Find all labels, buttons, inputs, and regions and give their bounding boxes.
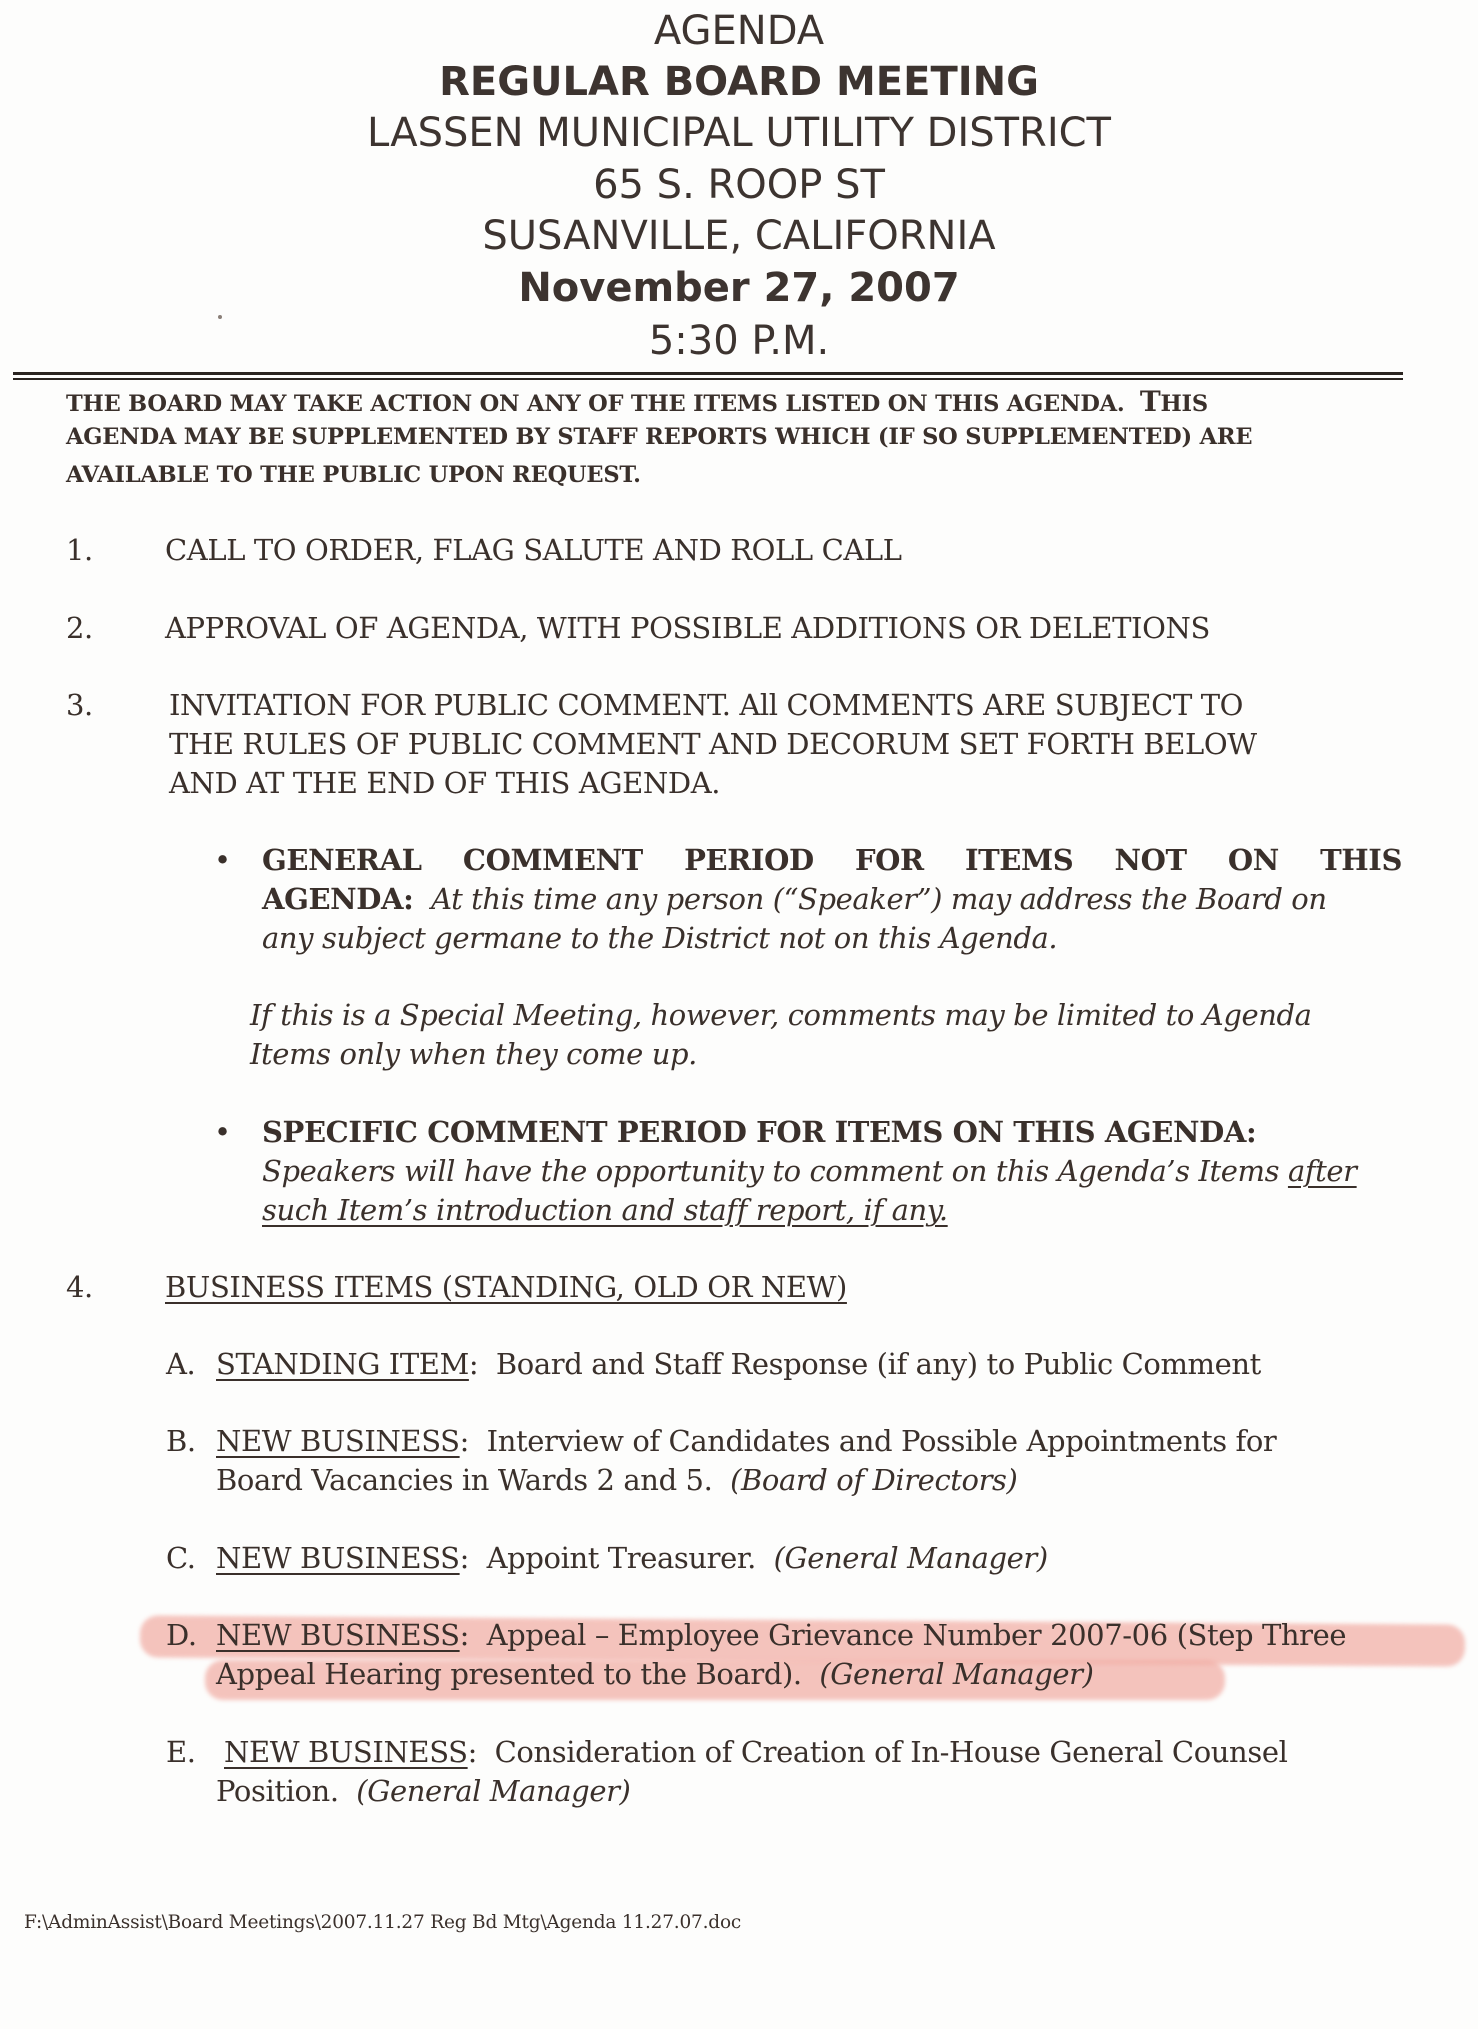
- city-state: SUSANVILLE, CALIFORNIA: [482, 213, 996, 259]
- business-item-b: [216, 1424, 1276, 1458]
- business-item-label: NEW BUSINESS: [224, 1735, 468, 1769]
- item-public-comment-line-1: INVITATION FOR PUBLIC COMMENT. All COMMENTS ARE SUBJECT TO: [169, 688, 1244, 722]
- general-comment-title-end: AGENDA:: [262, 882, 414, 916]
- business-item-letter: A.: [166, 1347, 196, 1381]
- business-item-owner: (General Manager): [773, 1541, 1048, 1575]
- organization-name: LASSEN MUNICIPAL UTILITY DISTRICT: [367, 110, 1111, 156]
- business-item-text: Appeal Hearing presented to the Board).: [216, 1657, 820, 1691]
- header-divider-bottom: [13, 378, 1403, 380]
- business-item-label: STANDING ITEM: [216, 1347, 469, 1381]
- business-item-text: Appeal – Employee Grievance Number 2007-06 (Step Three: [486, 1618, 1347, 1652]
- specific-comment-description: Speakers will have the opportunity to comment on this Agenda’s Items: [262, 1154, 1288, 1188]
- item-number: 1.: [66, 533, 93, 567]
- label-separator: :: [459, 1541, 487, 1575]
- label-separator: :: [467, 1735, 495, 1769]
- preamble-text: THE BOARD MAY TAKE ACTION ON ANY OF THE ITEMS LISTED ON THIS AGENDA.: [66, 391, 1140, 417]
- preamble-small-cap-initial: T: [1139, 385, 1161, 418]
- item-approval-of-agenda: APPROVAL OF AGENDA, WITH POSSIBLE ADDITIONS OR DELETIONS: [165, 611, 1210, 645]
- specific-comment-line-1: [262, 1154, 1357, 1188]
- agenda-heading: AGENDA: [653, 8, 825, 54]
- business-item-text: Consideration of Creation of In-House General Counsel: [494, 1735, 1288, 1769]
- business-item-a: [216, 1347, 1261, 1381]
- business-item-letter: E.: [166, 1735, 196, 1769]
- business-item-owner: (General Manager): [356, 1774, 631, 1808]
- header-divider-top: [13, 372, 1403, 375]
- business-item-text: Position.: [216, 1774, 357, 1808]
- scan-speck: [218, 315, 222, 319]
- business-item-text: Appoint Treasurer.: [486, 1541, 774, 1575]
- general-comment-line-2: [262, 882, 1327, 916]
- preamble-line-2: AGENDA MAY BE SUPPLEMENTED BY STAFF REPORTS WHICH (IF SO SUPPLEMENTED) ARE: [66, 424, 1253, 450]
- business-item-letter: C.: [166, 1541, 196, 1575]
- business-item-text: Board and Staff Response (if any) to Public Comment: [495, 1347, 1261, 1381]
- business-item-d-line-2: [216, 1657, 1094, 1691]
- preamble-line-3: AVAILABLE TO THE PUBLIC UPON REQUEST.: [66, 462, 641, 488]
- footer-file-path: F:\AdminAssist\Board Meetings\2007.11.27 Reg Bd Mtg\Agenda 11.27.07.doc: [24, 1912, 742, 1933]
- bullet-icon: •: [214, 843, 232, 877]
- item-number: 3.: [66, 688, 93, 722]
- general-comment-description: At this time any person (“Speaker”) may address the Board on: [413, 882, 1327, 916]
- business-item-letter: D.: [166, 1618, 197, 1652]
- preamble-line-1: [66, 385, 1208, 418]
- business-item-text: Board Vacancies in Wards 2 and 5.: [216, 1463, 731, 1497]
- business-item-text: Interview of Candidates and Possible Appointments for: [486, 1424, 1277, 1458]
- item-public-comment-line-2: THE RULES OF PUBLIC COMMENT AND DECORUM SET FORTH BELOW: [169, 727, 1257, 761]
- meeting-type-heading: REGULAR BOARD MEETING: [439, 59, 1039, 105]
- street-address: 65 S. ROOP ST: [593, 162, 885, 208]
- specific-comment-title: SPECIFIC COMMENT PERIOD FOR ITEMS ON THIS AGENDA:: [262, 1115, 1257, 1149]
- business-item-owner: (Board of Directors): [730, 1463, 1018, 1497]
- business-item-b-line-2: [216, 1463, 1017, 1497]
- specific-comment-description-end: such Item’s introduction and staff report, if any.: [262, 1193, 948, 1227]
- item-number: 4.: [66, 1270, 93, 1304]
- business-item-c: [216, 1541, 1048, 1575]
- special-meeting-note-line-1: If this is a Special Meeting, however, comments may be limited to Agenda: [250, 998, 1312, 1032]
- label-separator: :: [459, 1424, 487, 1458]
- business-item-owner: (General Manager): [819, 1657, 1094, 1691]
- label-separator: :: [468, 1347, 496, 1381]
- meeting-time: 5:30 P.M.: [648, 318, 830, 364]
- meeting-date: November 27, 2007: [518, 265, 960, 311]
- bullet-icon: •: [214, 1115, 232, 1149]
- item-public-comment-line-3: AND AT THE END OF THIS AGENDA.: [169, 766, 721, 800]
- item-call-to-order: CALL TO ORDER, FLAG SALUTE AND ROLL CALL: [165, 533, 902, 567]
- business-item-letter: B.: [166, 1424, 196, 1458]
- business-item-e-line-2: [216, 1774, 630, 1808]
- business-item-label: NEW BUSINESS: [216, 1424, 460, 1458]
- general-comment-description-end: any subject germane to the District not on this Agenda.: [262, 921, 1058, 955]
- general-comment-title: GENERAL COMMENT PERIOD FOR ITEMS NOT ON THIS: [262, 843, 1402, 877]
- specific-comment-after-underlined: after: [1287, 1154, 1357, 1188]
- business-item-e: [224, 1735, 1287, 1769]
- business-item-d: [216, 1618, 1346, 1652]
- business-item-label: NEW BUSINESS: [216, 1541, 460, 1575]
- preamble-text: HIS: [1160, 391, 1208, 417]
- business-item-label: NEW BUSINESS: [216, 1618, 460, 1652]
- item-business-items: BUSINESS ITEMS (STANDING, OLD OR NEW): [165, 1270, 847, 1304]
- label-separator: :: [459, 1618, 487, 1652]
- special-meeting-note-line-2: Items only when they come up.: [250, 1037, 697, 1071]
- item-number: 2.: [66, 611, 93, 645]
